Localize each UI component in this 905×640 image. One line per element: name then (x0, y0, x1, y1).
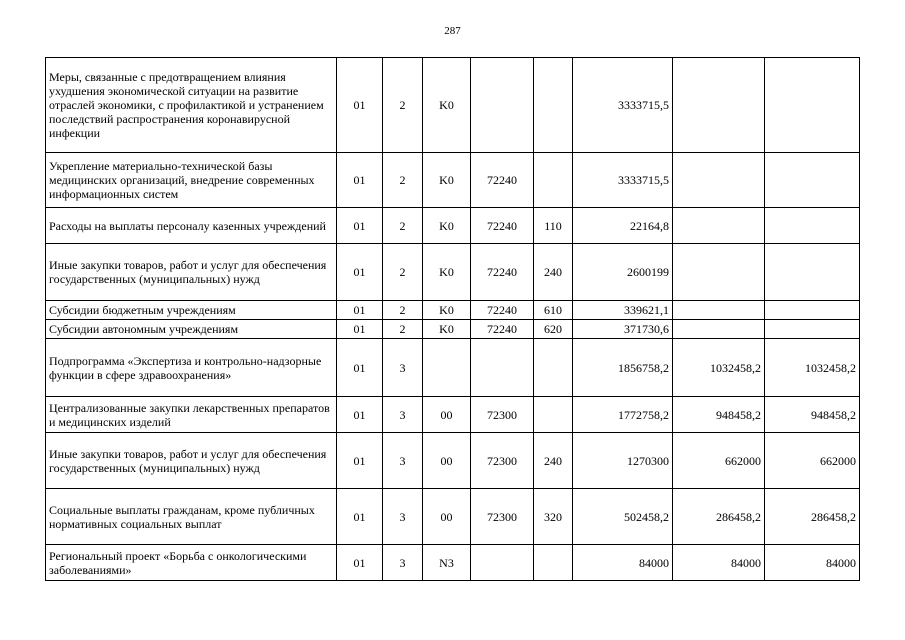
cell-code-1: 01 (337, 545, 383, 581)
cell-value-3: 948458,2 (765, 397, 860, 433)
row-name: Субсидии бюджетным учреждениям (46, 301, 337, 320)
table-row (46, 320, 860, 339)
row-name: Расходы на выплаты персоналу казенных учреждений (46, 208, 337, 244)
cell-value-2 (673, 58, 765, 153)
cell-value-1: 339621,1 (573, 301, 673, 320)
cell-code-1: 01 (337, 153, 383, 208)
cell-value-1: 371730,6 (573, 320, 673, 339)
cell-code-5 (534, 339, 573, 397)
cell-value-3 (765, 58, 860, 153)
cell-code-4 (471, 339, 534, 397)
cell-code-4: 72300 (471, 433, 534, 489)
cell-code-5: 110 (534, 208, 573, 244)
cell-value-2 (673, 153, 765, 208)
row-name: Социальные выплаты гражданам, кроме публичных нормативных социальных выплат (46, 489, 337, 545)
page-number: 287 (444, 25, 461, 37)
cell-code-2: 3 (383, 397, 423, 433)
table-row (46, 153, 860, 208)
cell-code-4: 72240 (471, 244, 534, 301)
cell-code-2: 2 (383, 58, 423, 153)
cell-code-4 (471, 58, 534, 153)
cell-code-2: 2 (383, 244, 423, 301)
cell-code-4: 72240 (471, 208, 534, 244)
cell-code-2: 3 (383, 433, 423, 489)
cell-code-3: K0 (423, 153, 471, 208)
cell-code-4: 72240 (471, 153, 534, 208)
row-name: Подпрограмма «Экспертиза и контрольно-надзорные функции в сфере здравоохранения» (46, 339, 337, 397)
cell-code-4: 72240 (471, 301, 534, 320)
cell-code-3: 00 (423, 433, 471, 489)
cell-code-2: 2 (383, 208, 423, 244)
cell-value-1: 502458,2 (573, 489, 673, 545)
cell-value-3 (765, 320, 860, 339)
cell-value-2: 1032458,2 (673, 339, 765, 397)
cell-value-2: 948458,2 (673, 397, 765, 433)
cell-code-5 (534, 58, 573, 153)
cell-code-1: 01 (337, 397, 383, 433)
cell-code-1: 01 (337, 301, 383, 320)
table-row (46, 58, 860, 153)
cell-code-3: K0 (423, 320, 471, 339)
cell-value-3: 286458,2 (765, 489, 860, 545)
row-name: Укрепление материально-технической базы медицинских организаций, внедрение современных информационных систем (46, 153, 337, 208)
cell-value-1: 84000 (573, 545, 673, 581)
cell-value-1: 3333715,5 (573, 58, 673, 153)
cell-code-3 (423, 339, 471, 397)
table-row (46, 545, 860, 581)
cell-value-1: 3333715,5 (573, 153, 673, 208)
cell-value-2 (673, 244, 765, 301)
cell-code-4: 72240 (471, 320, 534, 339)
cell-code-3: 00 (423, 397, 471, 433)
cell-value-3 (765, 244, 860, 301)
row-name: Иные закупки товаров, работ и услуг для обеспечения государственных (муниципальных) нужд (46, 433, 337, 489)
cell-code-2: 3 (383, 489, 423, 545)
cell-code-5 (534, 545, 573, 581)
cell-code-4: 72300 (471, 489, 534, 545)
cell-value-1: 2600199 (573, 244, 673, 301)
cell-code-1: 01 (337, 489, 383, 545)
cell-code-4 (471, 545, 534, 581)
table-row (46, 208, 860, 244)
cell-code-5: 320 (534, 489, 573, 545)
budget-table (45, 57, 860, 581)
cell-value-2 (673, 301, 765, 320)
cell-code-1: 01 (337, 208, 383, 244)
cell-code-2: 3 (383, 339, 423, 397)
cell-code-3: K0 (423, 244, 471, 301)
cell-code-5 (534, 397, 573, 433)
cell-code-3: N3 (423, 545, 471, 581)
cell-code-3: 00 (423, 489, 471, 545)
cell-value-3 (765, 208, 860, 244)
cell-value-2 (673, 320, 765, 339)
cell-code-4: 72300 (471, 397, 534, 433)
table-row (46, 433, 860, 489)
cell-code-2: 2 (383, 301, 423, 320)
cell-value-1: 22164,8 (573, 208, 673, 244)
cell-value-1: 1856758,2 (573, 339, 673, 397)
table-row (46, 244, 860, 301)
cell-code-5: 240 (534, 244, 573, 301)
cell-code-3: K0 (423, 301, 471, 320)
row-name: Иные закупки товаров, работ и услуг для обеспечения государственных (муниципальных) нужд (46, 244, 337, 301)
cell-code-1: 01 (337, 320, 383, 339)
cell-code-2: 2 (383, 153, 423, 208)
table-row (46, 301, 860, 320)
cell-value-3 (765, 153, 860, 208)
cell-value-2: 286458,2 (673, 489, 765, 545)
cell-value-1: 1270300 (573, 433, 673, 489)
cell-value-2: 662000 (673, 433, 765, 489)
cell-code-3: K0 (423, 58, 471, 153)
cell-code-5 (534, 153, 573, 208)
cell-value-3 (765, 301, 860, 320)
cell-value-2 (673, 208, 765, 244)
cell-code-1: 01 (337, 58, 383, 153)
table-row (46, 489, 860, 545)
row-name: Меры, связанные с предотвращением влияния ухудшения экономической ситуации на развитие отраслей экономики, с профилактикой и устранением последствий распространения коронавирусной инфекции (46, 58, 337, 153)
table-row (46, 339, 860, 397)
cell-value-3: 662000 (765, 433, 860, 489)
table-row (46, 397, 860, 433)
cell-value-3: 84000 (765, 545, 860, 581)
cell-value-2: 84000 (673, 545, 765, 581)
cell-code-5: 610 (534, 301, 573, 320)
cell-code-2: 3 (383, 545, 423, 581)
cell-value-1: 1772758,2 (573, 397, 673, 433)
cell-code-3: K0 (423, 208, 471, 244)
cell-code-1: 01 (337, 433, 383, 489)
row-name: Региональный проект «Борьба с онкологическими заболеваниями» (46, 545, 337, 581)
cell-code-5: 620 (534, 320, 573, 339)
cell-code-5: 240 (534, 433, 573, 489)
cell-code-1: 01 (337, 339, 383, 397)
cell-value-3: 1032458,2 (765, 339, 860, 397)
row-name: Субсидии автономным учреждениям (46, 320, 337, 339)
cell-code-1: 01 (337, 244, 383, 301)
row-name: Централизованные закупки лекарственных препаратов и медицинских изделий (46, 397, 337, 433)
cell-code-2: 2 (383, 320, 423, 339)
